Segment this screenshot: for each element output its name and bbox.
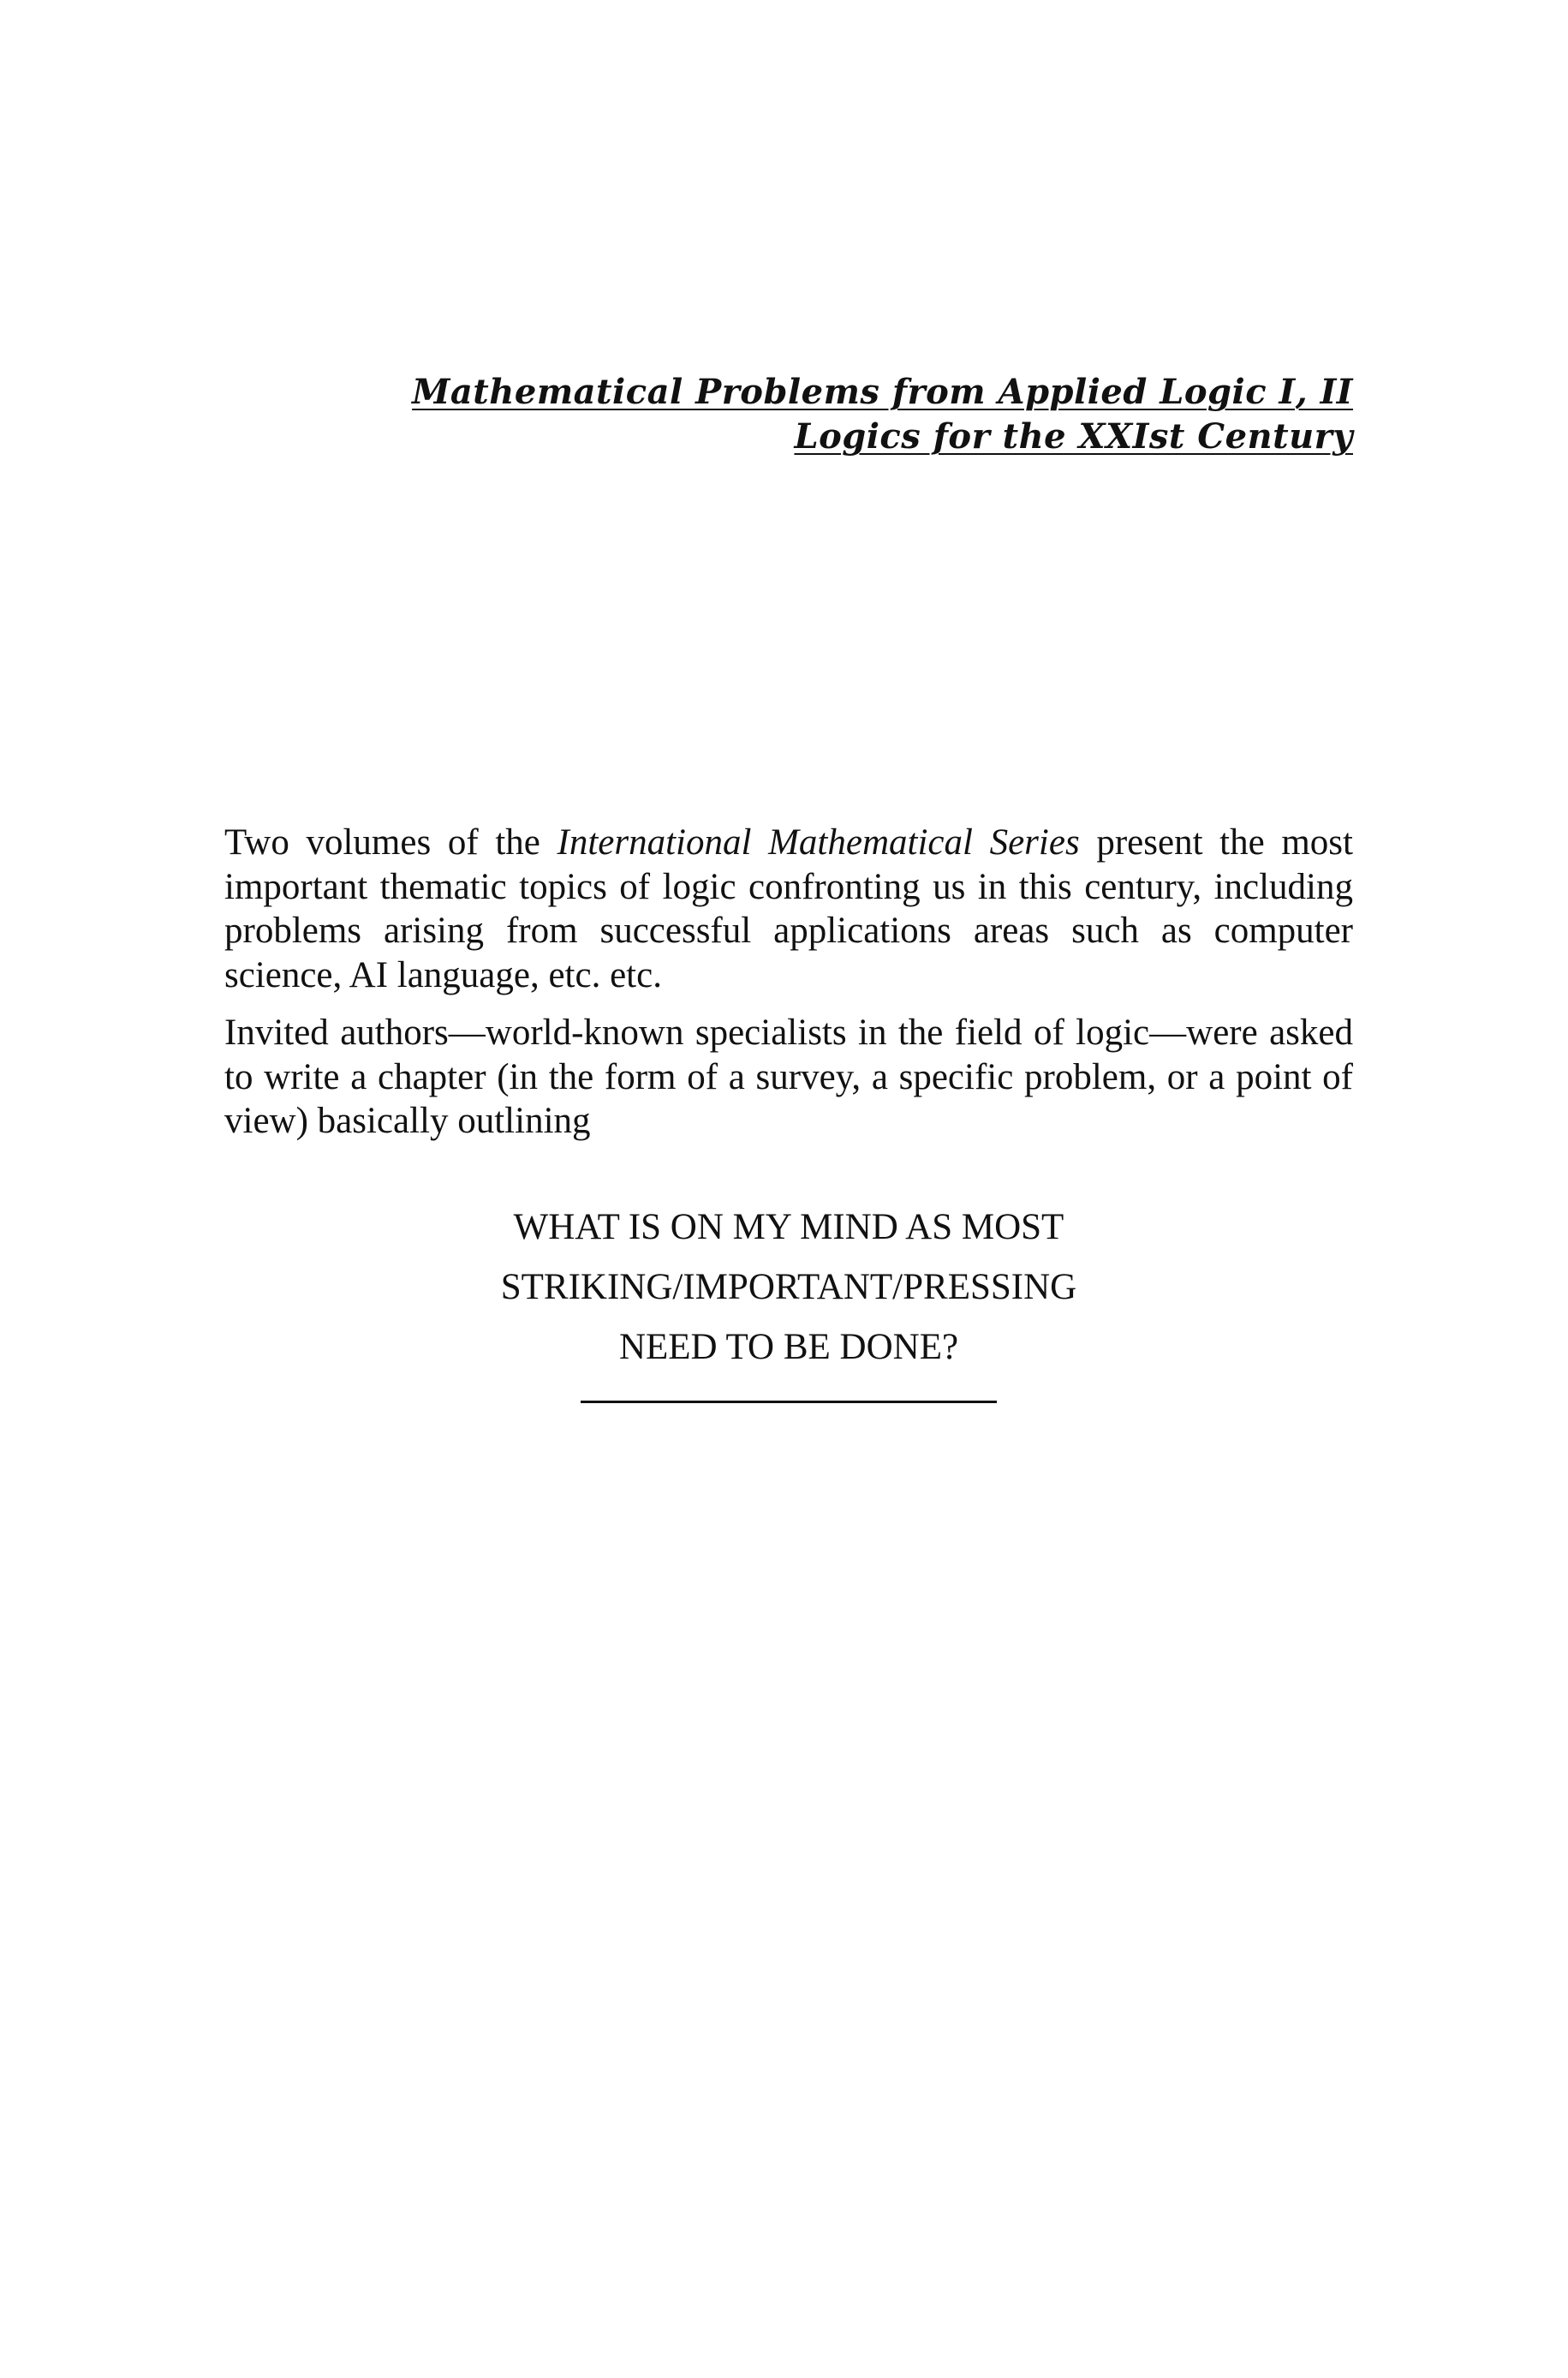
question-line-1: WHAT IS ON MY MIND AS MOST <box>513 1207 1064 1247</box>
horizontal-rule <box>581 1401 997 1403</box>
question-line-2: STRIKING/IMPORTANT/PRESSING <box>500 1267 1077 1307</box>
paragraph-intro-end: present the most important thematic topics of logic confronting us in this century, including problems arising from successful applications areas such as computer science, AI language, etc. etc. <box>224 822 1353 995</box>
series-subtitle: Logics for the XXIst Century <box>794 416 1353 457</box>
series-name: International Mathematical Series <box>557 822 1080 863</box>
description-text <box>224 821 1353 1157</box>
series-title: Mathematical Problems from Applied Logic I, II <box>412 372 1353 412</box>
guiding-question <box>224 1198 1353 1377</box>
question-line-3: NEED TO BE DONE? <box>618 1327 959 1367</box>
paragraph-intro-start: Two volumes of the <box>224 822 557 863</box>
series-header <box>223 370 1353 459</box>
paragraph-intro <box>224 821 1353 997</box>
paragraph-authors: Invited authors—world-known specialists in the field of logic—were asked to write a chapter (in the form of a survey, a specific problem, or a point of view) basically outlining <box>224 1013 1353 1141</box>
